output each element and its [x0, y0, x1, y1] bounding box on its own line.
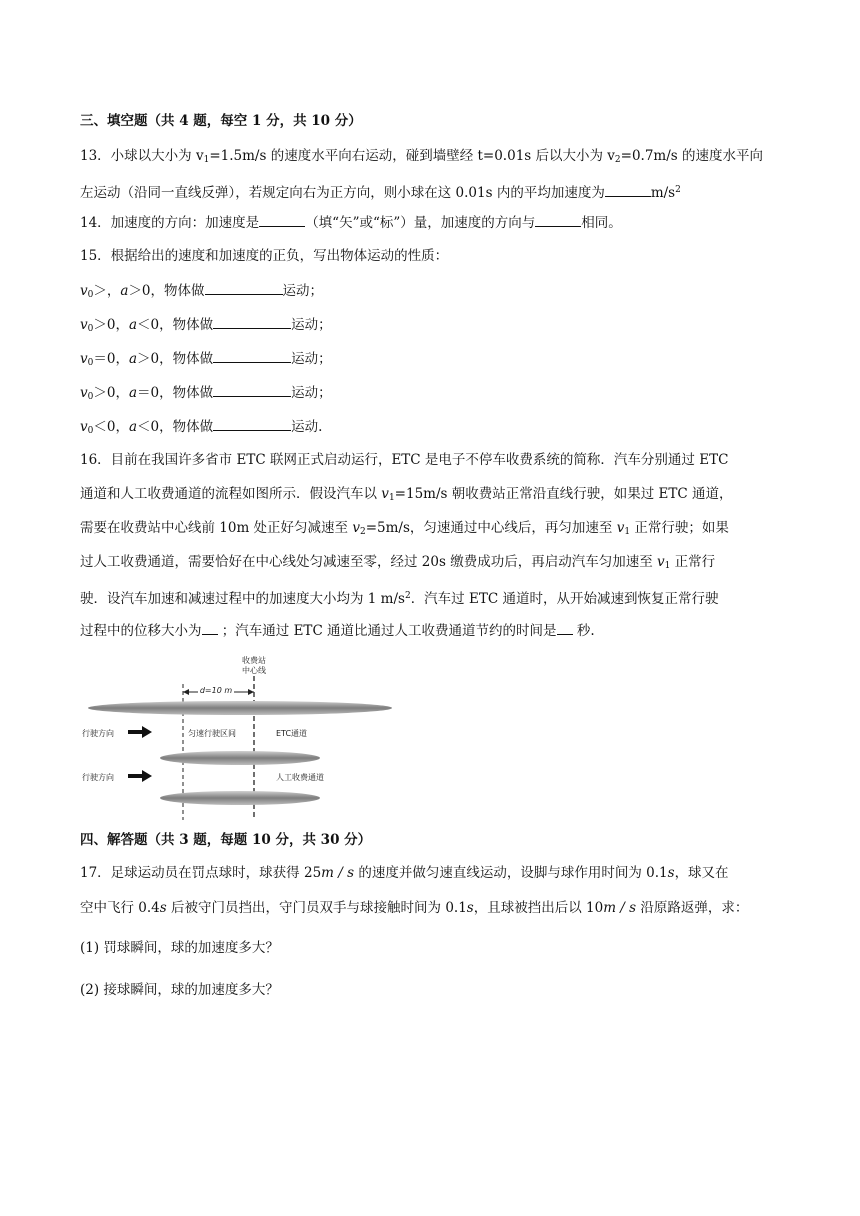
q17-text: 空中飞行	[80, 900, 139, 916]
var-v: v	[80, 317, 88, 333]
var-a: a	[120, 283, 129, 299]
q17-text: 的速度并做匀速直线运动，设脚与球作用时间为	[354, 865, 647, 881]
direction-arrow-icon	[128, 726, 152, 738]
q16-text: ．汽车过 ETC 通道时，从开始减速到恢复正常行驶	[410, 591, 719, 607]
lane-divider-2	[160, 751, 320, 765]
distance-label: d=10 m	[199, 686, 233, 695]
subscript: 1	[203, 155, 210, 165]
answer-blank[interactable]	[259, 212, 305, 227]
q16-line4	[80, 552, 715, 576]
number: 25	[303, 865, 322, 881]
q16-text: 秒.	[572, 623, 595, 639]
var-v: v	[352, 520, 360, 536]
subscript: 0	[87, 324, 94, 334]
q17-text: ，球又在	[674, 865, 729, 881]
number: 0.4	[138, 900, 160, 916]
subscript: 0	[87, 290, 94, 300]
q17-line2	[80, 898, 748, 918]
q16-line2	[80, 484, 733, 508]
q14-text: 14．加速度的方向：加速度是	[80, 215, 260, 231]
cond-text: ＜0，	[93, 419, 129, 435]
direction-label-etc: 行驶方向	[82, 729, 114, 738]
q16-text: 通道和人工收费通道的流程如图所示．假设汽车以	[80, 486, 382, 502]
var-v: v	[80, 419, 88, 435]
q15-row	[80, 280, 323, 305]
superscript: 2	[675, 185, 681, 195]
var-v: v	[80, 283, 88, 299]
subscript: 2	[360, 527, 366, 537]
row-end: 运动；	[282, 283, 324, 299]
q17-part1: (1) 罚球瞬间，球的加速度多大？	[80, 940, 279, 956]
q15-row	[80, 416, 322, 441]
var-a: a	[128, 419, 138, 435]
answer-blank[interactable]	[213, 348, 291, 363]
q14-line	[80, 212, 622, 233]
q16-text: 过人工收费通道，需要恰好在中心线处匀减速至零，经过 20s 缴费成功后，再启动汽车匀加速至	[80, 554, 657, 570]
var-v: v	[80, 385, 88, 401]
var-v: v	[656, 554, 665, 570]
q15-row	[80, 348, 332, 373]
superscript: 2	[404, 591, 411, 601]
q13-text: =1.5m/s 的速度水平向右运动，碰到墙壁经 t=0.01s 后以大小为 v	[209, 148, 615, 164]
lane-divider-3	[160, 791, 320, 805]
direction-arrow-icon	[128, 770, 152, 782]
row-end: 运动；	[291, 351, 332, 367]
q16-line6	[80, 620, 595, 641]
q13-line1	[80, 146, 763, 170]
subscript: 1	[388, 493, 395, 503]
cond-text: ＝0，	[93, 351, 129, 367]
q15-row	[80, 314, 332, 339]
unit: m / s	[321, 865, 355, 881]
q13-line2	[80, 180, 681, 203]
q14-text: 相同。	[581, 215, 622, 231]
q13-text: =0.7m/s 的速度水平向	[620, 148, 764, 164]
cond-text: ＞0，	[93, 385, 129, 401]
answer-blank[interactable]	[535, 212, 581, 227]
q17-part2: (2) 接球瞬间，球的加速度多大？	[80, 982, 279, 998]
unit: s	[159, 900, 167, 916]
q14-text: （填“矢”或“标”）量，加速度的方向与	[305, 215, 536, 231]
q16-text: =15m/s 朝收费站正常沿直线行驶，如果过 ETC 通道，	[394, 486, 733, 502]
cond-text: ＜0，物体做	[137, 419, 214, 435]
answer-blank[interactable]	[202, 620, 218, 635]
var-a: a	[128, 351, 138, 367]
direction-label-manual: 行驶方向	[82, 773, 114, 782]
cond-text: ＞0，	[93, 317, 129, 333]
q17-text: ，且球被挡出后以	[473, 900, 587, 916]
q16-line1: 16．目前在我国许多省市 ETC 联网正式启动运行，ETC 是电子不停车收费系统的简称．汽车分别通过 ETC	[80, 452, 729, 468]
unit: m/s	[650, 185, 676, 201]
q15-row	[80, 382, 332, 407]
center-label-line2: 中心线	[242, 666, 266, 675]
answer-blank[interactable]	[557, 620, 573, 635]
q16-text: 正常行驶；如果	[630, 520, 729, 536]
var-a: a	[128, 317, 138, 333]
subscript: 0	[87, 358, 94, 368]
q17-text: 沿原路返弹，求：	[636, 900, 749, 916]
answer-blank[interactable]	[213, 382, 291, 397]
row-end: 运动；	[291, 317, 332, 333]
var-v: v	[80, 351, 88, 367]
subscript: 0	[87, 426, 94, 436]
q17-line1	[80, 863, 729, 883]
number: 0.1	[646, 865, 668, 881]
q16-text: 过程中的位移大小为	[80, 623, 202, 639]
var-a: a	[128, 385, 138, 401]
unit: s	[667, 865, 675, 881]
cond-text: ＞0，物体做	[128, 283, 205, 299]
manual-lane-label: 人工收费通道	[276, 773, 324, 782]
section4-title: 四、解答题（共 3 题，每题 10 分，共 30 分）	[80, 832, 372, 848]
var-v: v	[381, 486, 389, 502]
subscript: 0	[87, 392, 94, 402]
lane-divider-1	[88, 701, 392, 715]
q15-intro: 15．根据给出的速度和加速度的正负，写出物体运动的性质：	[80, 248, 449, 264]
subscript: 1	[664, 561, 671, 571]
answer-blank[interactable]	[205, 280, 283, 295]
q16-line5	[80, 586, 718, 609]
unit: s	[466, 900, 474, 916]
q13-text: 左运动（沿同一直线反弹），若规定向右为正方向，则小球在这 0.01s 内的平均加速度为	[80, 185, 605, 201]
answer-blank[interactable]	[605, 182, 651, 197]
q17-text: 后被守门员挡出，守门员双手与球接触时间为	[166, 900, 446, 916]
q16-text: ；汽车通过 ETC 通道比通过人工收费通道节约的时间是	[217, 623, 557, 639]
cond-text: ＞0，物体做	[137, 351, 214, 367]
var-v: v	[616, 520, 625, 536]
q17-text: 17．足球运动员在罚点球时，球获得	[80, 865, 304, 881]
row-end: 运动；	[291, 385, 332, 401]
cond-text: ＞，	[93, 283, 121, 299]
center-label-line1: 收费站	[242, 656, 266, 665]
etc-lane-label: ETC通道	[276, 729, 308, 738]
answer-blank[interactable]	[213, 314, 291, 329]
row-end: 运动.	[291, 419, 323, 435]
q16-text: =5m/s，匀速通过中心线后，再匀加速至	[365, 520, 617, 536]
uniform-zone-label: 匀速行驶区间	[188, 729, 236, 738]
etc-lane-diagram	[80, 652, 400, 822]
cond-text: ＜0，物体做	[137, 317, 214, 333]
number: 0.1	[445, 900, 467, 916]
subscript: 1	[624, 527, 631, 537]
subscript: 2	[614, 155, 621, 165]
cond-text: ＝0，物体做	[137, 385, 214, 401]
unit: m / s	[603, 900, 637, 916]
q13-text: 13．小球以大小为 v	[80, 148, 204, 164]
answer-blank[interactable]	[213, 416, 291, 431]
q16-text: 驶．设汽车加速和减速过程中的加速度大小均为 1 m/s	[80, 591, 405, 607]
q16-line3	[80, 518, 729, 542]
section3-title: 三、填空题（共 4 题，每空 1 分，共 10 分）	[80, 113, 362, 129]
number: 10	[586, 900, 604, 916]
q16-text: 正常行	[670, 554, 716, 570]
q16-text: 需要在收费站中心线前 10m 处正好匀减速至	[80, 520, 353, 536]
